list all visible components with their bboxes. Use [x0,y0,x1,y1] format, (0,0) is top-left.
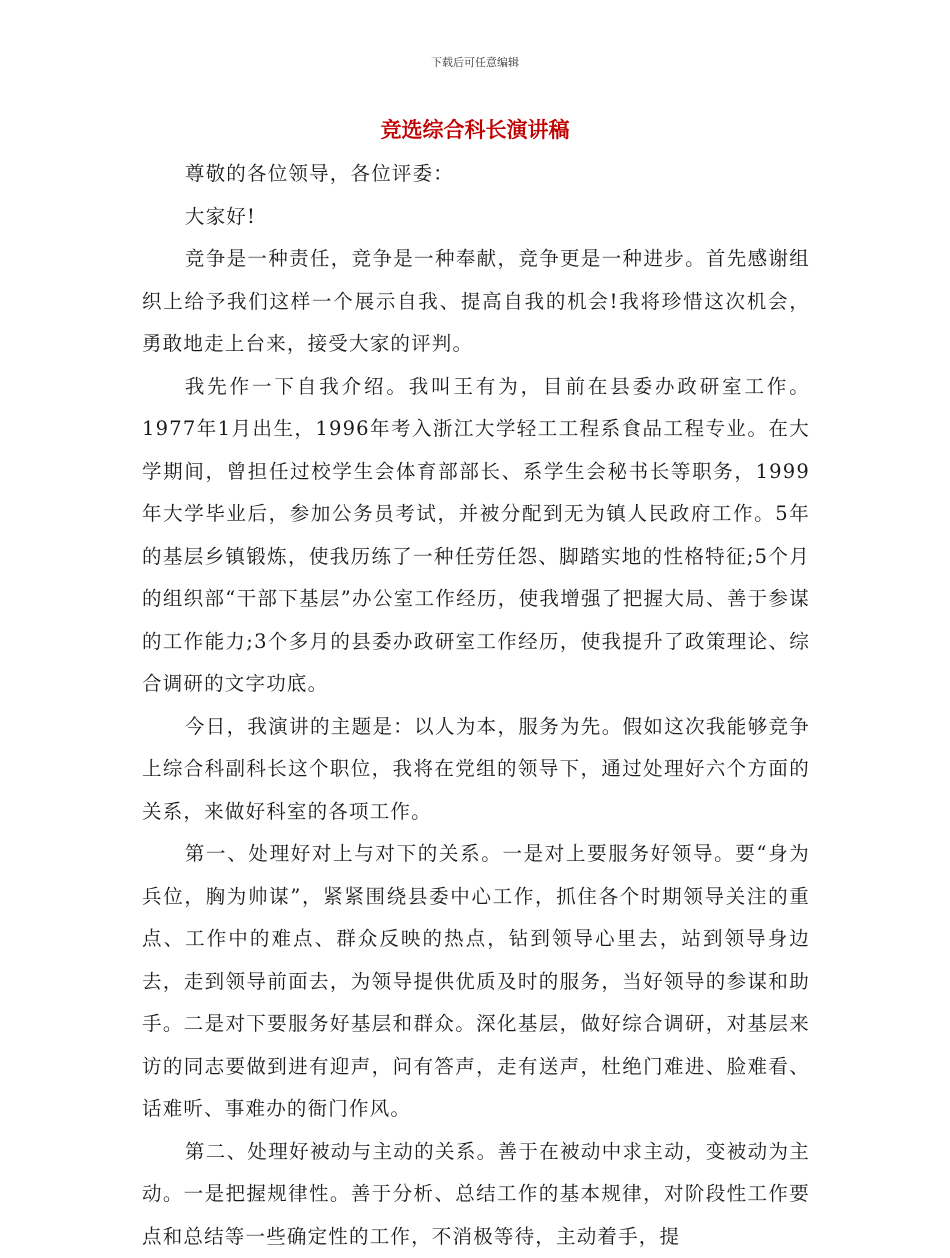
paragraph-theme: 今日，我演讲的主题是：以人为本，服务为先。假如这次我能够竞争上综合科副科长这个职位，我将在党组的领导下，通过处理好六个方面的关系，来做好科室的各项工作。 [142,706,810,834]
document-title: 竞选综合科长演讲稿 [0,114,950,144]
paragraph-opening: 竞争是一种责任，竞争是一种奉献，竞争更是一种进步。首先感谢组织上给予我们这样一个展示自我、提高自我的机会!我将珍惜这次机会，勇敢地走上台来，接受大家的评判。 [142,238,810,366]
paragraph-salutation: 尊敬的各位领导，各位评委： [142,153,810,196]
paragraph-greeting: 大家好! [142,196,810,239]
paragraph-point-one: 第一、处理好对上与对下的关系。一是对上要服务好领导。要“身为兵位，胸为帅谋”，紧紧围绕县委中心工作，抓住各个时期领导关注的重点、工作中的难点、群众反映的热点，钻到领导心里去，站到领导身边去，走到领导前面去，为领导提供优质及时的服务，当好领导的参谋和助手。二是对下要服务好基层和群众。深化基层，做好综合调研，对基层来访的同志要做到进有迎声，问有答声，走有送声，杜绝门难进、脸难看、话难听、事难办的衙门作风。 [142,833,810,1131]
header-note: 下载后可任意编辑 [0,54,950,70]
document-body [142,153,810,1258]
paragraph-self-introduction: 我先作一下自我介绍。我叫王有为，目前在县委办政研室工作。1977年1月出生，1996年考入浙江大学轻工工程系食品工程专业。在大学期间，曾担任过校学生会体育部部长、系学生会秘书长等职务，1999年大学毕业后，参加公务员考试，并被分配到无为镇人民政府工作。5年的基层乡镇锻炼，使我历练了一种任劳任怨、脚踏实地的性格特征;5个月的组织部“干部下基层”办公室工作经历，使我增强了把握大局、善于参谋的工作能力;3个多月的县委办政研室工作经历，使我提升了政策理论、综合调研的文字功底。 [142,366,810,706]
paragraph-point-two: 第二、处理好被动与主动的关系。善于在被动中求主动，变被动为主动。一是把握规律性。善于分析、总结工作的基本规律，对阶段性工作要点和总结等一些确定性的工作，不消极等待，主动着手，提 [142,1131,810,1258]
